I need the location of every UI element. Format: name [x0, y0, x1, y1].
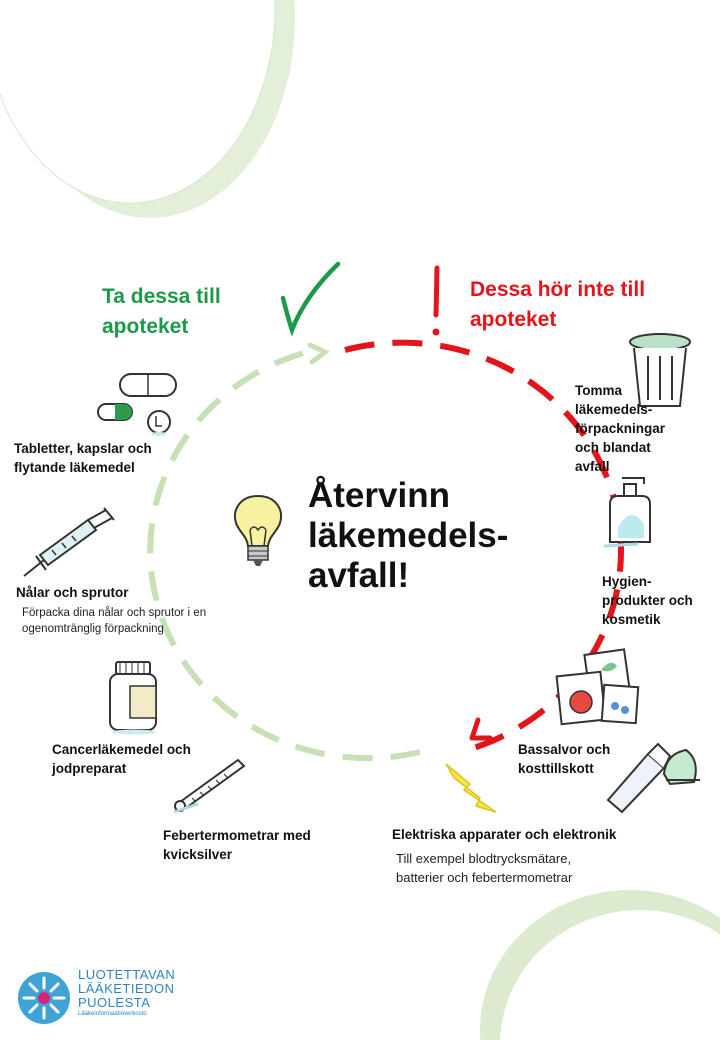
red-arrowhead	[472, 720, 490, 738]
exclamation-icon	[436, 268, 437, 315]
center-title-line-1: Återvinn	[308, 476, 450, 515]
right-item-electronics-note: Till exempel blodtrycksmätare, batterier och febertermometrar	[396, 851, 573, 885]
right-item-hygiene-label: Hygien-produkter och kosmetik	[602, 574, 693, 627]
right-item-supplements-label: Bassalvor och kosttillskott	[518, 742, 611, 776]
check-icon	[283, 264, 338, 330]
logo-line-3: PUOLESTA	[78, 995, 151, 1010]
logo-line-1: LUOTETTAVAN	[78, 967, 176, 982]
lightning-icon	[440, 760, 500, 816]
heading-not-to-pharmacy: Dessa hör inte till apoteket	[470, 278, 646, 331]
pills-icon	[92, 368, 184, 440]
center-title-line-2: läkemedels-	[308, 516, 509, 555]
cream-tubes-icon	[604, 740, 710, 818]
lightbulb-icon	[226, 490, 290, 572]
supplements-icon	[553, 650, 643, 730]
right-item-electronics-label: Elektriska apparater och elektronik	[392, 827, 617, 842]
left-item-thermometer-label: Febertermometrar med kvicksilver	[163, 828, 311, 862]
left-item-syringe-label: Nålar och sprutor	[16, 585, 129, 600]
logo-tagline: Lääkeinformaatioverkosto	[78, 1011, 147, 1017]
syringe-icon	[18, 510, 118, 580]
thermometer-icon	[168, 754, 248, 814]
left-item-syringe-note: Förpacka dina nålar och sprutor i en ogenomtränglig förpackning	[22, 607, 207, 635]
logo-text	[78, 968, 218, 1018]
left-item-pills-label: Tabletter, kapslar och flytande läkemedel	[14, 441, 152, 475]
heading-to-pharmacy: Ta dessa till apoteket	[102, 285, 221, 338]
right-item-packaging-label: Tomma läkemedels-förpackningar och blandat avfall	[575, 383, 666, 474]
green-arrowhead	[310, 345, 325, 362]
left-item-jar-label: Cancerläkemedel och jodpreparat	[52, 742, 191, 776]
medicine-jar-icon	[104, 660, 164, 736]
pump-bottle-icon	[600, 474, 662, 550]
logo-line-2: LÄÄKETIEDON	[78, 981, 175, 996]
center-title-line-3: avfall!	[308, 556, 410, 595]
center-title	[308, 476, 548, 596]
logo-emblem-icon	[14, 968, 74, 1028]
